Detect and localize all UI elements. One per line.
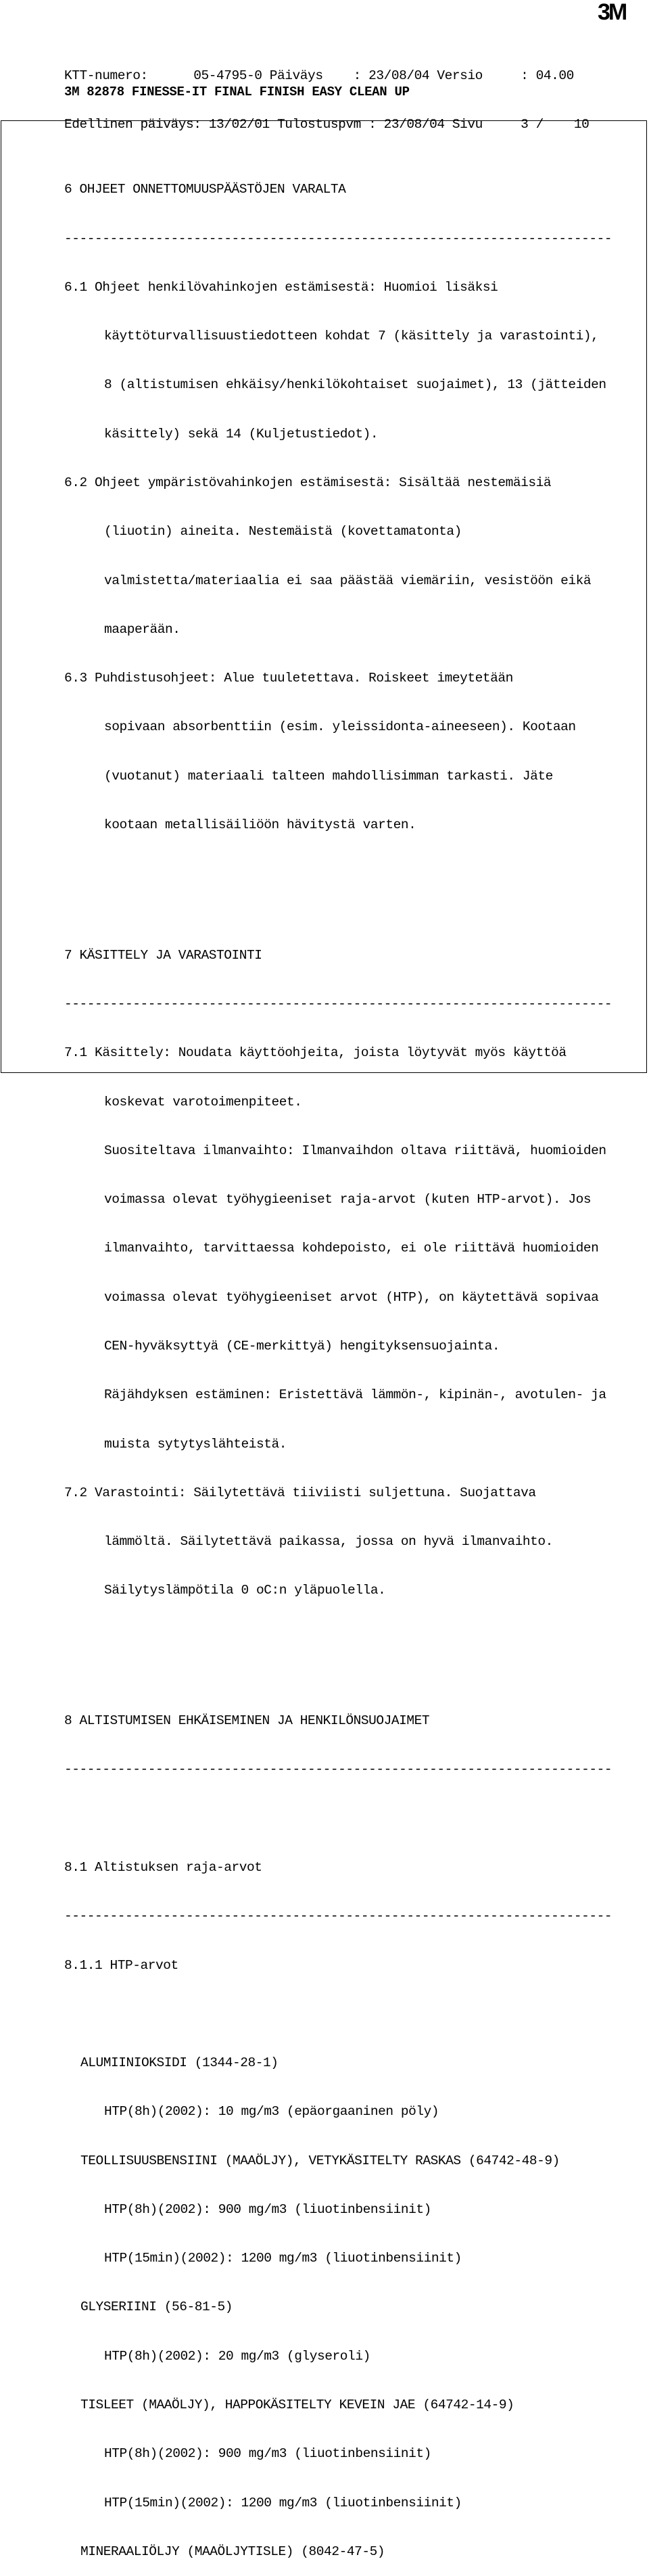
section-7-1-line: ilmanvaihto, tarvittaessa kohdepoisto, ei ole riittävä huomioiden [104,1241,599,1256]
header-line-1: KTT-numero: 05-4795-0 Päiväys : 23/08/04 Versio : 04.00 [64,68,574,84]
section-8-heading: 8 ALTISTUMISEN EHKÄISEMINEN JA HENKILÖNSUOJAIMET [64,1713,430,1729]
separator: ------------------------------------------------------------------------ [64,996,612,1011]
section-7-1-line: Räjähdyksen estäminen: Eristettävä lämmön-, kipinän-, avotulen- ja [104,1387,606,1403]
substance-name: TEOLLISUUSBENSIINI (MAAÖLJY), VETYKÄSITELTY RASKAS (64742-48-9) [80,2153,560,2168]
section-7-2-line: lämmöltä. Säilytettävä paikassa, jossa on hyvä ilmanvaihto. [104,1534,553,1550]
section-6-heading: 6 OHJEET ONNETTOMUUSPÄÄSTÖJEN VARALTA [64,182,346,197]
document-body [64,133,639,2576]
blank-line [64,865,639,882]
substance-name: TISLEET (MAAÖLJY), HAPPOKÄSITELTY KEVEIN JAE (64742-14-9) [80,2398,514,2413]
section-6-2-line: valmistetta/materiaalia ei saa päästää viemäriin, vesistöön eikä [104,573,592,588]
substance-name: GLYSERIINI (56-81-5) [80,2299,233,2315]
section-7-1-line: voimassa olevat työhygieeniset arvot (HTP), on käytettävä sopivaa [104,1289,599,1305]
section-6-2-line: 6.2 Ohjeet ympäristövahinkojen estämisestä: Sisältää nestemäisiä [64,475,552,490]
section-7-1-line: Suositeltava ilmanvaihto: Ilmanvaihdon oltava riittävä, huomioiden [104,1143,606,1158]
section-7-1-line: 7.1 Käsittely: Noudata käyttöohjeita, joista löytyvät myös käyttöä [64,1045,567,1061]
section-6-3-line: 6.3 Puhdistusohjeet: Alue tuuletettava. Roiskeet imeytetään [64,671,513,686]
section-6-2-line: maaperään. [104,621,181,637]
section-7-2-line: Säilytyslämpötila 0 oC:n yläpuolella. [104,1583,386,1598]
section-8-1-heading: 8.1 Altistuksen raja-arvot [64,1859,262,1875]
header-line-2: Edellinen päiväys: 13/02/01 Tulostuspvm : 23/08/04 Sivu 3 / 10 [64,117,590,133]
separator: ------------------------------------------------------------------------ [64,1762,612,1778]
3m-logo-graphic [598,0,640,25]
section-6-2-line: (liuotin) aineita. Nestemäistä (kovettamatonta) [104,524,462,540]
limit-value: HTP(15min)(2002): 1200 mg/m3 (liuotinbensiinit) [104,2495,462,2510]
section-6-1-line: 6.1 Ohjeet henkilövahinkojen estämisestä: Huomioi lisäksi [64,279,498,295]
blank-line [64,2006,639,2022]
limit-value: HTP(8h)(2002): 20 mg/m3 (glyseroli) [104,2348,370,2364]
section-6-1-line: käsittely) sekä 14 (Kuljetustiedot). [104,426,379,442]
section-7-heading: 7 KÄSITTELY JA VARASTOINTI [64,947,262,963]
separator: ------------------------------------------------------------------------ [64,231,612,246]
blank-line [64,1811,639,1827]
section-6-3-line: (vuotanut) materiaali talteen mahdollisimman tarkasti. Jäte [104,768,553,784]
blank-line [64,1631,639,1648]
section-6-3-line: sopivaan absorbenttiin (esim. yleissidonta-aineeseen). Kootaan [104,719,576,735]
section-8-1-1-heading: 8.1.1 HTP-arvot [64,1957,178,1973]
section-6-1-line: käyttöturvallisuustiedotteen kohdat 7 (käsittely ja varastointi), [104,329,599,344]
3m-logo [598,0,640,25]
section-7-1-line: voimassa olevat työhygieeniset raja-arvot (kuten HTP-arvot). Jos [104,1192,592,1208]
limit-value: HTP(8h)(2002): 10 mg/m3 (epäorgaaninen pöly) [104,2104,439,2120]
section-7-1-line: muista sytytyslähteistä. [104,1436,287,1452]
section-7-1-line: koskevat varotoimenpiteet. [104,1094,302,1110]
product-title: 3M 82878 FINESSE-IT FINAL FINISH EASY CLEAN UP [64,85,410,99]
section-7-1-line: CEN-hyväksyttyä (CE-merkittyä) hengityksensuojainta. [104,1338,500,1354]
substance-name: MINERAALIÖLJY (MAAÖLJYTISLE) (8042-47-5) [80,2544,385,2559]
limit-value: HTP(8h)(2002): 900 mg/m3 (liuotinbensiinit) [104,2446,431,2462]
svg-text:3M: 3M [598,0,626,25]
substance-name: ALUMIINIOKSIDI (1344-28-1) [80,2055,279,2071]
limit-value: HTP(15min)(2002): 1200 mg/m3 (liuotinbensiinit) [104,2251,462,2266]
section-7-2-line: 7.2 Varastointi: Säilytettävä tiiviisti suljettuna. Suojattava [64,1485,536,1500]
separator: ------------------------------------------------------------------------ [64,1909,612,1924]
limit-value: HTP(8h)(2002): 900 mg/m3 (liuotinbensiinit) [104,2201,431,2217]
section-6-3-line: kootaan metallisäiliöön hävitystä varten. [104,817,416,832]
section-6-1-line: 8 (altistumisen ehkäisy/henkilökohtaiset suojaimet), 13 (jätteiden [104,377,606,393]
